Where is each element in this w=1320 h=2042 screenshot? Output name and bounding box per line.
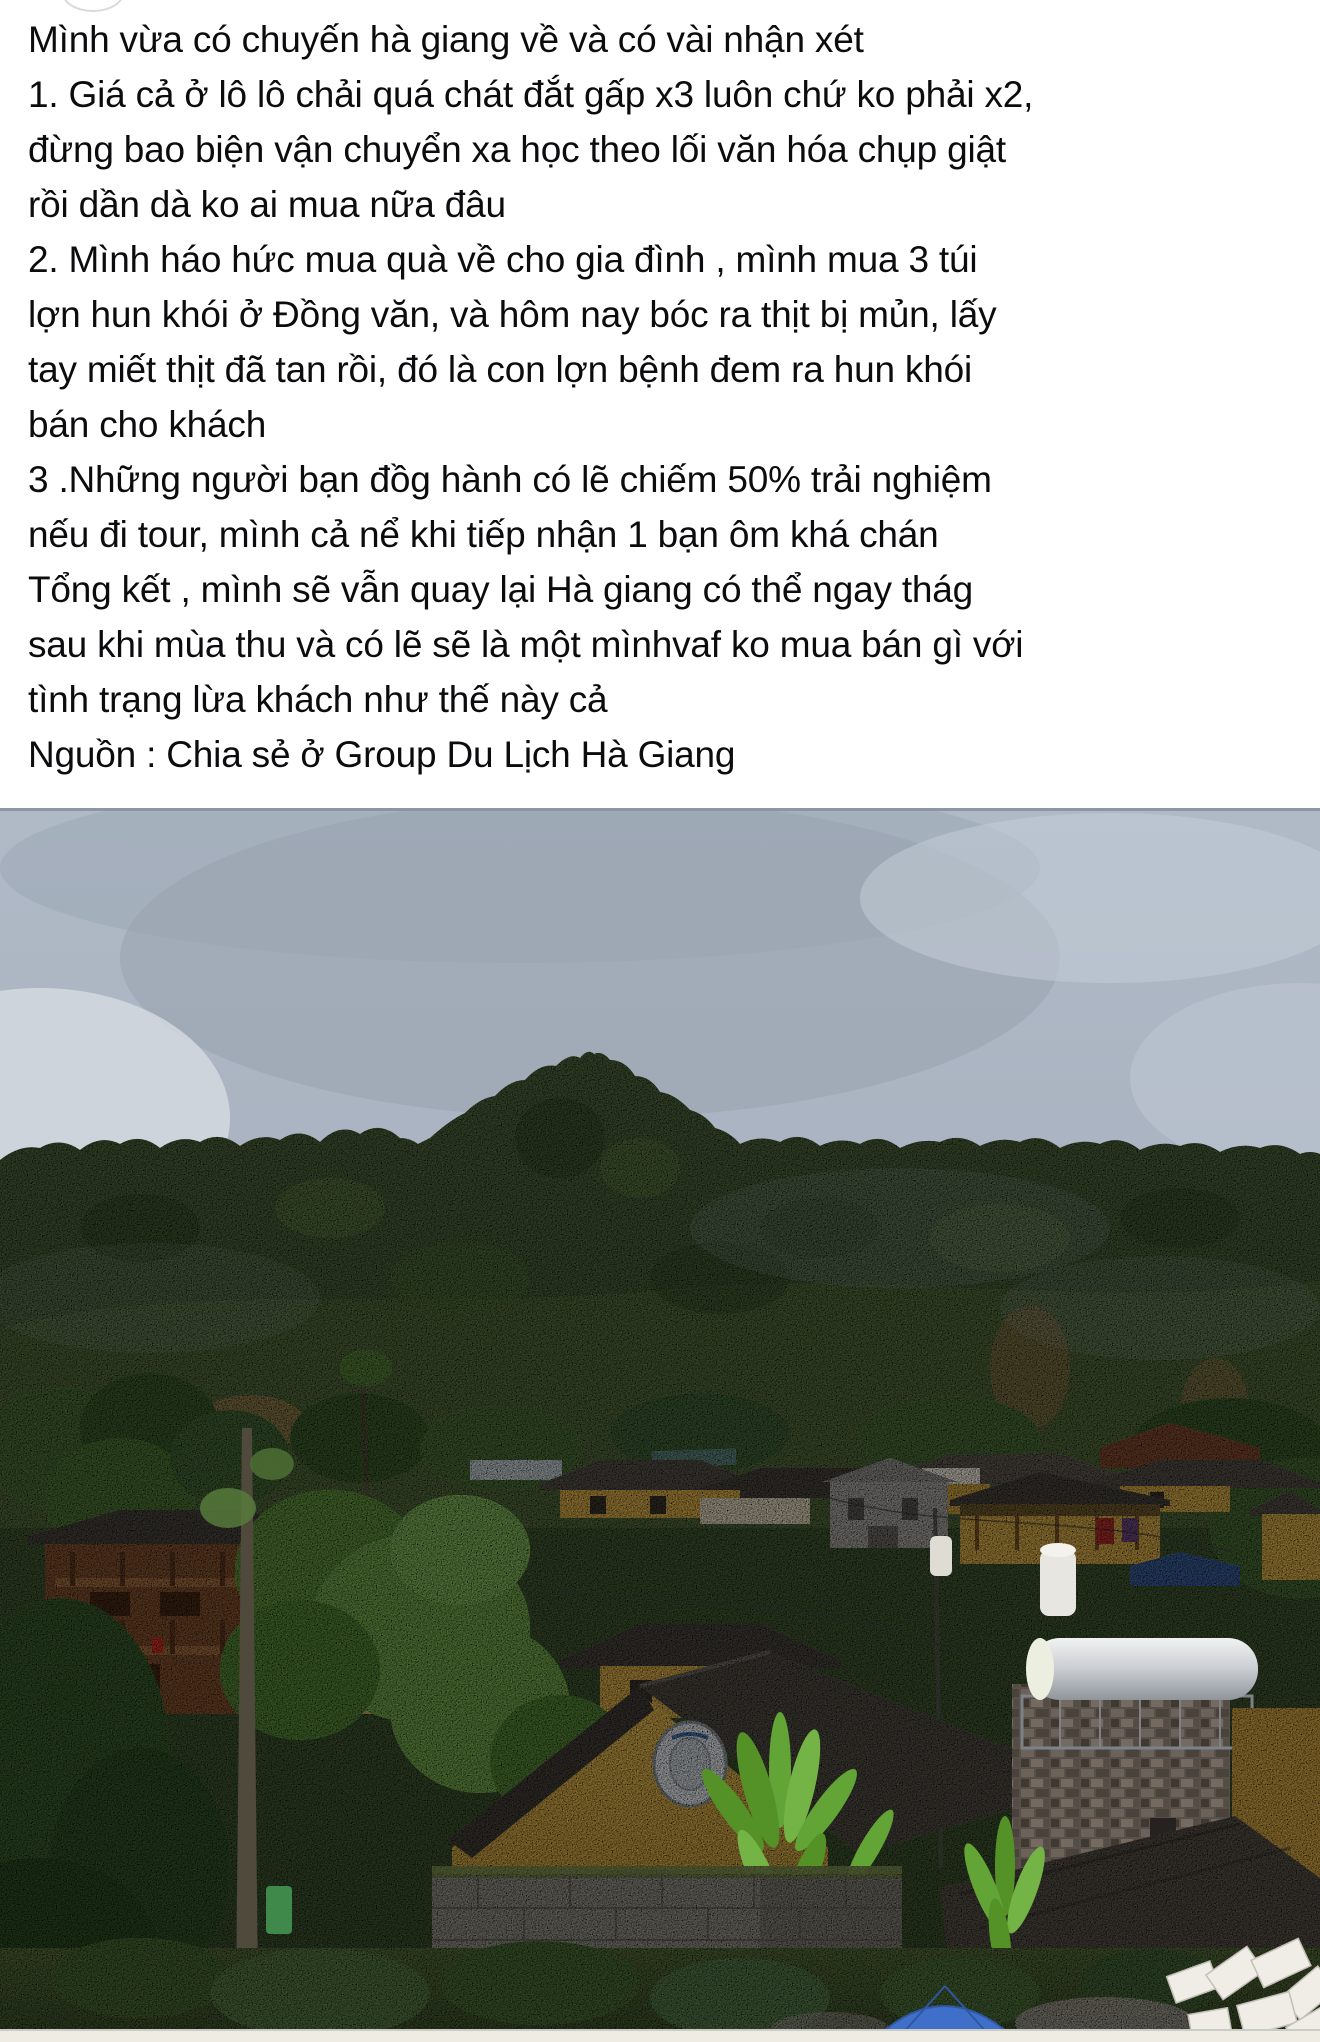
post-body: [28, 12, 1298, 782]
bottom-vegetation: [0, 1938, 1320, 2042]
pale-roof: [470, 1460, 562, 1480]
post-text-line: tình trạng lừa khách như thế này cả: [28, 679, 608, 720]
post-text-line: bán cho khách: [28, 404, 267, 445]
post-text-line: tay miết thịt đã tan rồi, đó là con lợn bệnh đem ra hun khói: [28, 349, 972, 390]
post-text-line: 3 .Những người bạn đồg hành có lẽ chiếm 50% trải nghiệm: [28, 459, 992, 500]
post-text-line: 2. Mình háo hức mua quà về cho gia đình , mình mua 3 túi: [28, 239, 978, 280]
bottom-strip: [0, 2030, 1320, 2042]
post-text-line: Nguồn : Chia sẻ ở Group Du Lịch Hà Giang: [28, 734, 736, 775]
post-text-line: rồi dần dà ko ai mua nữa đâu: [28, 184, 506, 225]
mist: [690, 1168, 1110, 1288]
post-text-line: lợn hun khói ở Đồng văn, và hôm nay bóc ra thịt bị mủn, lấy: [28, 294, 997, 335]
water-tank: [1040, 1550, 1076, 1616]
post-text-line: Mình vừa có chuyến hà giang về và có vài nhận xét: [28, 19, 864, 60]
avatar: [62, 0, 124, 12]
post-text-line: 1. Giá cả ở lô lô chải quá chát đắt gấp x3 luôn chứ ko phải x2,: [28, 74, 1034, 115]
post-text-line: sau khi mùa thu và có lẽ sẽ là một mìnhvaf ko mua bán gì với: [28, 624, 1024, 665]
post-text-line: Tổng kết , mình sẽ vẫn quay lại Hà giang có thể ngay thág: [28, 569, 974, 610]
post-photo[interactable]: [0, 808, 1320, 2042]
post-text-line: đừng bao biện vận chuyển xa học theo lối văn hóa chụp giật: [28, 129, 1006, 170]
red-flag: [152, 1638, 163, 1653]
small-water-tank: [930, 1536, 952, 1576]
post-text-line: nếu đi tour, mình cả nể khi tiếp nhận 1 bạn ôm khá chán: [28, 514, 939, 555]
hanging-cloth-purple: [1122, 1518, 1138, 1542]
green-bin: [266, 1886, 292, 1934]
